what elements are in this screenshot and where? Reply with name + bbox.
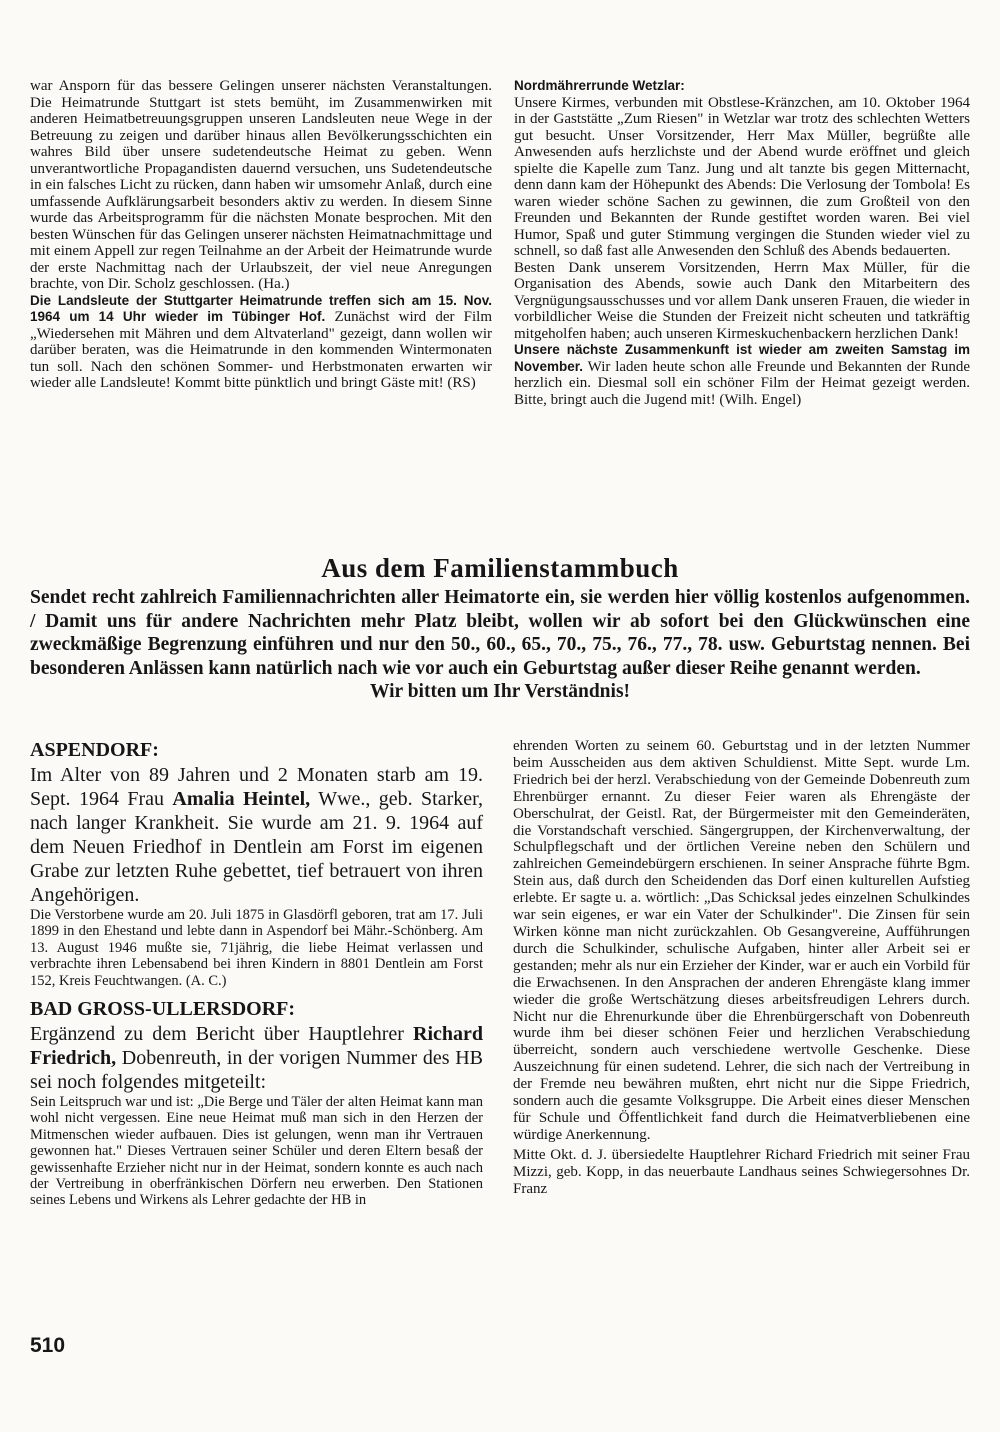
wetzlar-next-meeting-announcement: Unsere nächste Zusammenkunft ist wieder am zweiten Samstag im November. xyxy=(514,342,970,374)
stuttgart-meeting-text: Zunächst wird der Film „Wiedersehen mit Mähren und dem Altvaterland" gezeigt, dann wollen wir darüber beraten, was die Heimatrunde in den kommenden Wintermonaten tun soll. Nach den schönen Sommer- und Herbstmonaten erwarten wir wieder alle Landsleute! Kommt bitte pünktlich und bringt Gäste mit! (RS) xyxy=(30,309,492,391)
aspendorf-heading: ASPENDORF: xyxy=(30,739,159,761)
aspendorf-deceased-name: Amalia Heintel, xyxy=(172,788,311,810)
wetzlar-heading: Nordmährerrunde Wetzlar: xyxy=(514,78,685,93)
stuttgart-meeting-announcement: Die Landsleute der Stuttgarter Heimatrunde treffen sich am 15. Nov. 1964 um 14 Uhr wieder im Tübinger Hof. xyxy=(30,292,492,324)
aspendorf-biography: Die Verstorbene wurde am 20. Juli 1875 in Glasdörfl geboren, trat am 17. Juli 1899 in den Ehestand und lebte dann in Aspendorf bei Mähr.-Schönberg. Am 13. August 1946 mußte sie, 71jährig, die liebe Heimat verlassen und verbrachte ihren Lebensabend bei ihren Kindern in 8801 Dentlein am Forst 152, Kreis Feuchtwangen. (A. C.) xyxy=(30,907,483,989)
section-intro-text: Sendet recht zahlreich Familiennachrichten aller Heimatorte ein, sie werden hier völlig kostenlos aufgenommen. / Damit uns für andere Nachrichten mehr Platz bleibt, wollen wir ab sofort bei den Glückwünschen eine zweckmäßige Begrenzung einführen und nur den 50., 60., 65., 70., 75., 76., 77., 78. usw. Geburtstag nennen. Bei besonderen Anlässen kann natürlich nach wie vor auch ein Geburtstag außer dieser Reihe genannt werden. xyxy=(30,587,970,679)
wetzlar-next-meeting-text: Wir laden heute schon alle Freunde und Bekannten der Runde herzlich ein. Diesmal soll ein schöner Film der Heimat gezeigt werden. Bitte, bringt auch die Jugend mit! (Wilh. Engel) xyxy=(514,358,970,408)
wetzlar-report-column xyxy=(514,78,970,408)
continuation-column xyxy=(513,738,970,1197)
bad-gross-lead-b: Dobenreuth, in der vorigen Nummer des HB sei noch folgendes mitgeteilt: xyxy=(30,1047,483,1094)
aspendorf-obituary-rest: Wwe., geb. Starker, nach langer Krankheit. Sie wurde am 21. 9. 1964 auf dem Neuen Friedhof in Dentlein am Forst im eigenen Grabe zur letzten Ruhe gebettet, tief betrauert von ihren Angehörigen. xyxy=(30,788,483,906)
stuttgart-meeting-paragraph xyxy=(30,293,492,392)
section-intro-closing: Wir bitten um Ihr Verständnis! xyxy=(369,681,631,702)
page-number: 510 xyxy=(30,1334,66,1357)
bad-gross-ullersdorf-heading: BAD GROSS-ULLERSDORF: xyxy=(30,998,296,1021)
wetzlar-report-paragraph: Unsere Kirmes, verbunden mit Obstlese-Kränzchen, am 10. Oktober 1964 in der Gaststätte „Zum Riesen" in Wetzlar war trotz des schlechten Wetters gut besucht. Unser Vorsitzender, Herr Max Müller, begrüßte alle Anwesenden aufs herzlichste und der Abend wurde eröffnet und gleich spielte die Kapelle zum Tanz. Jung und alt tanzte bis gegen Mitternacht, denn dann kam der Höhepunkt des Abends: Die Verlosung der Tombola! Es waren wieder schöne Sachen zu gewinnen, die zum Großteil von den Freunden und Bekannten der Runde gestiftet worden waren. Bei viel Humor, Spaß und guter Stimmung vergingen die Stunden wieder viel zu schnell, so daß fast alle Anwesenden den Schluß des Abends bedauerten. xyxy=(514,94,970,259)
relocation-paragraph: Mitte Okt. d. J. übersiedelte Hauptlehrer Richard Friedrich mit seiner Frau Mizzi, geb. Kopp, in das neuerbaute Landhaus seines Schwiegersohnes Dr. Franz xyxy=(513,1146,970,1197)
stuttgart-report-column xyxy=(30,78,492,392)
spacer xyxy=(30,989,483,997)
section-intro xyxy=(30,586,970,704)
bad-gross-lead-a: Ergänzend zu dem Bericht über Hauptlehrer xyxy=(30,1023,413,1046)
obituary-column xyxy=(30,738,483,1209)
wetzlar-thanks-paragraph: Besten Dank unserem Vorsitzenden, Herrn Max Müller, für die Organisation des Abends, sowie auch Dank den Mitarbeitern des Vergnügungsausschusses und vor allem Dank unseren Frauen, die wieder in vorbildlicher Weise die Stunden der Freizeit nicht scheuten und tatkräftig mitgeholfen haben; auch unseren Kirmeskuchenbackern herzlichen Dank! xyxy=(514,259,970,342)
aspendorf-obituary-lead: Im Alter von 89 Jahren und 2 Monaten starb am 19. Sept. 1964 Frau xyxy=(30,764,483,810)
bad-gross-ullersdorf-lead xyxy=(30,1022,483,1094)
honorary-citizen-paragraph: ehrenden Worten zu seinem 60. Geburtstag und in der letzten Nummer beim Ausscheiden aus dem aktiven Schuldienst. Mitte Sept. wurde Lm. Friedrich bei der herzl. Verabschiedung von der Gemeinde Dobenreuth zum Ehrenbürger ernannt. Zu dieser Feier waren als Ehrengäste der Oberschulrat, der Geistl. Rat, der Bürgermeister mit den Gemeinderäten, die Vorstandschaft verschied. Sängergruppen, der Kirchenverwaltung, der Schulpflegschaft und der örtlichen Vereine neben den Schülern und zahlreichen Gemeindebürgern erschienen. In seiner Ansprache führte Bgm. Stein aus, daß durch den Scheidenden das Dorf einen kulturellen Aufstieg erlebte. Er sagte u. a. wörtlich: „Das Schicksal jedes einzelnen Schulkindes war sein eigenes, er war ein Vater der Schulkinder". Die Zinsen für sein Wirken könne man nicht zurückzahlen. Ob Gesangvereine, Aufführungen durch die Schulkinder, schulische Aufgaben, hinter aller Arbeit sei er gestanden; mehr als nur ein Erzieher der Kinder, war er auch ein Vorbild für die Erwachsenen. In den Ansprachen der anderen Ehrengäste klang immer wieder die große Wertschätzung dieses arbeitsfreudigen Lehrers durch. Nicht nur die Ehrenurkunde über die Ehrenbürgerschaft von Dobenreuth wurde ihm bei dieser schönen Feier und herzlichen Verabschiedung überreicht, sondern auch verschiedene wertvolle Geschenke. Diese Auszeichnung für einen sudetend. Lehrer, die sich nach der Vertreibung in der Fremde neu bewähren mußten, ehrt nicht nur die Sippe Friedrich, sondern auch die gesamte Volksgruppe. Die Arbeit eines dieser Menschen für Schule und Öffentlichkeit fand durch die Heimatverbliebenen eine würdige Anerkennung. xyxy=(513,738,970,1143)
section-title: Aus dem Familienstammbuch xyxy=(321,553,679,583)
bad-gross-teacher-name: Richard Friedrich, xyxy=(30,1023,483,1070)
bad-gross-ullersdorf-text: Sein Leitspruch war und ist: „Die Berge und Täler der alten Heimat kann man wohl nicht vergessen. Eine neue Heimat muß man sich in den Herzen der Mitmenschen wieder aufbauen. Dies ist gelungen, wenn man ihr Vertrauen gewonnen hat." Dieses Vertrauen seiner Schüler und deren Eltern besaß der gewissenhafte Erzieher nicht nur in der Heimat, sondern konnte es auch nach der Vertreibung in oberfränkischen Dörfern neu erwerben. Den Stationen seines Lebens und Wirkens als Lehrer gedachte der HB in xyxy=(30,1094,483,1209)
aspendorf-obituary xyxy=(30,763,483,907)
stuttgart-report-paragraph: war Ansporn für das bessere Gelingen unserer nächsten Veranstaltungen. Die Heimatrunde Stuttgart ist stets bemüht, im Zusammenwirken mit anderen Heimatbetreuungsgruppen unseren Landsleuten neue Wege in der Betreuung zu zeigen und darüber hinaus allen Bevölkerungsschichten ein wahres Bild über unsere sudetendeutsche Heimat zu geben. Wenn unverantwortliche Propagandisten dauernd versuchen, uns Sudetendeutsche in ein falsches Licht zu rücken, dann haben wir umsomehr Anlaß, durch eine umfassende Aufklärungsarbeit besonders aktiv zu werden. In diesem Sinne wurde das Arbeitsprogramm für die nächsten Monate besprochen. Mit den besten Wünschen für das Gelingen unserer nächsten Heimatnachmittage und mit einem Appell zur regen Teilnahme an der Arbeit der Heimatrunde wurde der erste Nachmittag nach der Urlaubszeit, der viel neue Anregungen brachte, von Dir. Scholz geschlossen. (Ha.) xyxy=(30,78,492,292)
wetzlar-next-meeting-paragraph xyxy=(514,342,970,408)
